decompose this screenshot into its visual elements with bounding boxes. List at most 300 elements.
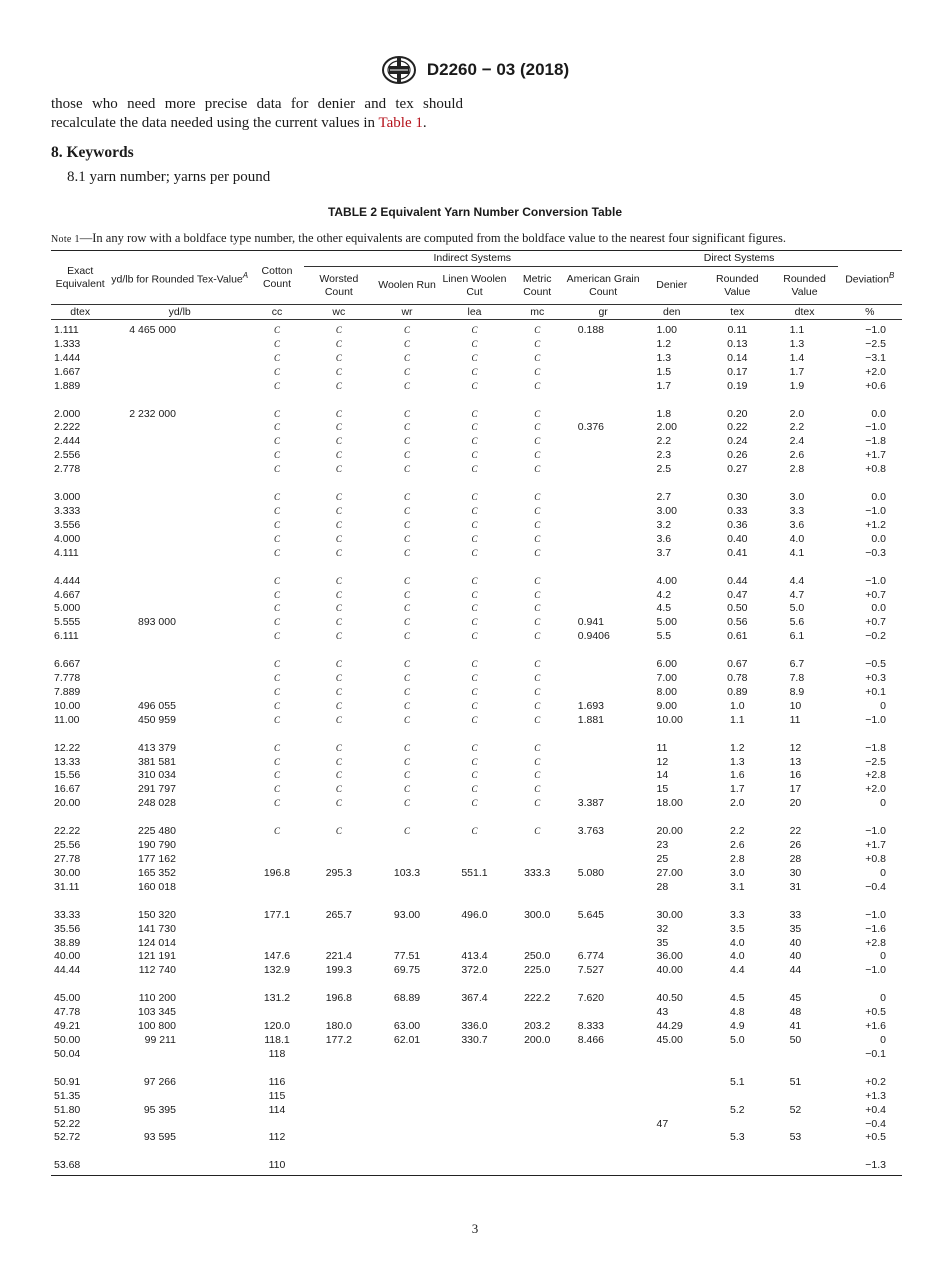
table-row [51, 923, 902, 937]
table-note [51, 231, 902, 246]
table-cell: 95 395 [143, 1103, 176, 1116]
table-row [51, 463, 902, 477]
table-cell: 112 740 [138, 964, 176, 977]
table-cell [109, 380, 250, 394]
table-cell: C [404, 673, 411, 684]
table-cell [374, 1006, 441, 1020]
table-cell: 10 [789, 699, 802, 712]
table-cell [374, 1062, 441, 1090]
table-row [51, 769, 902, 783]
table-cell: 69.75 [393, 964, 421, 977]
table-cell: 120.0 [263, 1020, 291, 1033]
table-cell: C [273, 659, 280, 670]
table-cell [374, 937, 441, 951]
table-cell [509, 853, 566, 867]
table-cell: 22.22 [54, 825, 81, 838]
table-cell: 3.0 [789, 491, 805, 504]
table-row [51, 602, 902, 616]
table-cell [304, 839, 374, 853]
table-cell: C [534, 575, 541, 586]
table-cell [304, 1131, 374, 1145]
table-cell [566, 644, 641, 672]
table-cell: C [335, 617, 342, 628]
table-cell [109, 421, 250, 435]
table-cell: C [273, 352, 280, 363]
table-cell: 110 200 [138, 992, 176, 1005]
table-cell: C [534, 519, 541, 530]
table-cell: C [471, 659, 478, 670]
table-cell [509, 1104, 566, 1118]
table-cell: 16.67 [54, 783, 81, 796]
table-cell: 33 [789, 908, 802, 921]
table-cell: 1.111 [54, 324, 79, 336]
table-cell: 2.00 [656, 421, 677, 434]
table-cell: 300.0 [524, 908, 551, 921]
table-cell: C [471, 505, 478, 516]
table-cell: 77.51 [393, 950, 421, 963]
table-cell: C [273, 492, 280, 503]
table-cell: 0.41 [727, 546, 748, 559]
table-cell: 295.3 [325, 866, 352, 879]
table-cell: 20.00 [656, 825, 683, 838]
col-header-dtex: Rounded Value [783, 272, 826, 298]
table-cell: 17 [789, 783, 802, 796]
table-cell [304, 1048, 374, 1062]
table-cell: 3.7 [656, 546, 672, 559]
table-cell: 1.333 [54, 337, 81, 350]
table-cell: 45.00 [54, 992, 81, 1005]
table-cell: 3.763 [577, 825, 605, 838]
table-cell: 2.2 [656, 435, 672, 448]
table-cell: 0 [880, 1033, 886, 1046]
table-cell [641, 1062, 704, 1090]
table-cell: C [273, 770, 280, 781]
table-row [51, 756, 902, 770]
table-cell: 5.6 [789, 616, 805, 629]
table-cell: 4.00 [656, 574, 677, 587]
table-cell: 4.444 [54, 574, 81, 587]
table-cell: 141 730 [138, 922, 176, 935]
table-cell: C [335, 338, 342, 349]
table-cell [109, 366, 250, 380]
table-cell: 114 [268, 1103, 286, 1116]
table-cell: 7.8 [789, 672, 805, 685]
table-cell: 47 [656, 1117, 669, 1130]
table-cell: C [471, 338, 478, 349]
table-cell: C [471, 422, 478, 433]
table-cell [440, 1118, 508, 1132]
page-header [0, 55, 950, 85]
table-cell [374, 923, 441, 937]
table-row [51, 547, 902, 561]
table-row [51, 352, 902, 366]
table-cell: 6.774 [577, 950, 605, 963]
table-cell: C [404, 338, 411, 349]
table-cell: C [273, 325, 280, 335]
table-row [51, 644, 902, 672]
table-cell: C [335, 686, 342, 697]
table-cell: C [534, 450, 541, 461]
table-cell [641, 1145, 704, 1175]
table-cell: 4.0 [729, 950, 745, 963]
table-cell [109, 435, 250, 449]
table-cell [566, 923, 641, 937]
table-cell: +0.5 [865, 1006, 886, 1019]
table-cell [374, 881, 441, 895]
table-cell [566, 1006, 641, 1020]
table-cell: 265.7 [325, 908, 352, 921]
row-group [51, 1145, 902, 1175]
table-cell: −3.1 [865, 351, 886, 364]
table-cell: C [273, 826, 280, 837]
table-cell: 47.78 [54, 1006, 81, 1019]
table-cell: C [273, 519, 280, 530]
table-cell [509, 923, 566, 937]
table-cell: 1.693 [577, 699, 605, 712]
table-row [51, 811, 902, 839]
col-header-deviation [838, 251, 902, 305]
table-cell: 4.5 [729, 992, 745, 1005]
table-cell [566, 505, 641, 519]
table-cell: C [404, 547, 411, 558]
table-row [51, 449, 902, 463]
table-cell [374, 1131, 441, 1145]
table-cell: 496.0 [461, 908, 488, 921]
table-cell: 13.33 [54, 755, 81, 768]
table-cell: C [404, 603, 411, 614]
table-cell [509, 1048, 566, 1062]
table-cell [566, 352, 641, 366]
table-cell: C [273, 436, 280, 447]
table-cell: C [534, 533, 541, 544]
table-cell: 16 [789, 769, 802, 782]
table-cell: C [471, 366, 478, 377]
table-cell: C [404, 505, 411, 516]
table-cell [509, 1062, 566, 1090]
intro-paragraph [51, 95, 463, 133]
table-cell: 0 [880, 797, 886, 810]
table-cell: 0.24 [727, 435, 748, 448]
table-cell: 30.00 [54, 866, 81, 879]
table-row [51, 978, 902, 1006]
table-cell: C [273, 464, 280, 475]
table-cell [566, 338, 641, 352]
table-cell: 2.7 [656, 491, 672, 504]
table-cell: 2.2 [729, 825, 745, 838]
table-cell: 1.1 [729, 713, 745, 726]
table-cell: 1.9 [789, 379, 805, 392]
table-cell: 51 [789, 1075, 802, 1088]
table-cell: C [273, 422, 280, 433]
table-cell: 222.2 [524, 992, 551, 1005]
table-cell: 5.3 [729, 1131, 745, 1144]
table-cell: 1.7 [789, 365, 805, 378]
table-cell: C [471, 589, 478, 600]
table-cell: 1.3 [656, 351, 672, 364]
table-cell: 4.0 [789, 532, 805, 545]
table-cell: −1.0 [865, 421, 886, 434]
note-label: Note 1 [51, 234, 80, 245]
table-cell: 12 [789, 741, 802, 754]
table-cell: 27.00 [656, 866, 683, 879]
table-cell: 32 [656, 922, 669, 935]
table-cell [440, 839, 508, 853]
table-cell: 6.7 [789, 658, 805, 671]
table-cell: 41 [789, 1020, 802, 1033]
table-cell [509, 1145, 566, 1175]
table-cell: C [335, 575, 342, 586]
table-cell [566, 589, 641, 603]
table-cell: 1.00 [656, 324, 677, 336]
col-header-deviation-text: Deviation [845, 273, 889, 286]
table-cell [109, 561, 250, 589]
table-cell [566, 519, 641, 533]
table-cell: +0.1 [865, 685, 886, 698]
table-cell [566, 1048, 641, 1062]
table-cell [509, 937, 566, 951]
table-cell [374, 1145, 441, 1175]
table-cell [374, 1104, 441, 1118]
table-cell: −0.5 [865, 658, 886, 671]
table-cell: C [335, 700, 342, 711]
table-cell: −1.6 [865, 922, 886, 935]
table-cell: 118 [268, 1047, 286, 1060]
unit-cell: lea [440, 305, 508, 320]
table-cell: 0 [880, 950, 886, 963]
table-cell: 203.2 [524, 1020, 551, 1033]
table-cell: C [404, 700, 411, 711]
table-cell: 225.0 [524, 964, 551, 977]
table-cell: C [273, 756, 280, 767]
table-cell: 4 465 000 [129, 324, 176, 336]
table-cell: 5.2 [729, 1103, 745, 1116]
table-cell: C [273, 742, 280, 753]
table-cell: 0.17 [727, 365, 748, 378]
table-cell: 10.00 [54, 699, 81, 712]
table-cell: C [534, 756, 541, 767]
table-cell: −0.4 [865, 1117, 886, 1130]
table-cell [374, 1048, 441, 1062]
table-cell: +0.4 [865, 1103, 886, 1116]
table-1-link[interactable]: Table 1 [378, 115, 423, 131]
table-cell: 0.14 [727, 351, 748, 364]
table-cell: −0.4 [865, 880, 886, 893]
table-cell: 52 [789, 1103, 802, 1116]
table-cell [772, 1118, 838, 1132]
table-row [51, 435, 902, 449]
table-cell [109, 686, 250, 700]
row-group [51, 477, 902, 561]
col-header-linen: Linen Woolen Cut [442, 272, 507, 298]
table-cell: C [534, 742, 541, 753]
table-cell: C [471, 617, 478, 628]
table-cell: −1.0 [865, 908, 886, 921]
col-header-denier: Denier [656, 279, 688, 291]
table-cell: +1.7 [865, 449, 886, 462]
table-cell: C [273, 617, 280, 628]
table-cell [509, 1090, 566, 1104]
table-cell: 45.00 [656, 1033, 683, 1046]
unit-cell: den [641, 305, 704, 320]
col-header-metric: Metric Count [522, 272, 552, 298]
table-cell: C [404, 533, 411, 544]
table-cell: 11 [789, 713, 801, 726]
table-cell [566, 602, 641, 616]
table-cell: 52.22 [54, 1117, 81, 1130]
table-cell: C [534, 366, 541, 377]
unit-cell: dtex [772, 305, 838, 320]
table-cell [109, 589, 250, 603]
table-cell: 132.9 [263, 964, 291, 977]
table-cell: 31.11 [54, 880, 80, 893]
table-cell: C [273, 714, 280, 725]
table-cell [304, 881, 374, 895]
table-row [51, 421, 902, 435]
table-cell: 7.620 [577, 992, 605, 1005]
table-cell: C [404, 380, 411, 391]
table-cell: C [335, 784, 342, 795]
table-cell [250, 881, 304, 895]
table-cell: C [335, 464, 342, 475]
table-cell: 0.47 [727, 588, 748, 601]
row-group [51, 811, 902, 895]
table-cell: 1.3 [789, 337, 805, 350]
table-row [51, 881, 902, 895]
table-cell: 2.0 [789, 407, 805, 420]
table-row [51, 867, 902, 881]
table-cell: 4.0 [729, 936, 745, 949]
table-cell: 36.00 [656, 950, 683, 963]
table-cell: 248 028 [138, 797, 176, 810]
note-text: —In any row with a boldface type number, the other equivalents are computed from the boldface value to the nearest four significant figures. [79, 231, 786, 245]
table-cell: C [534, 617, 541, 628]
table-cell: C [471, 714, 478, 725]
document-code: D2260 − 03 (2018) [426, 60, 570, 79]
table-cell: C [404, 798, 411, 809]
table-cell [440, 1048, 508, 1062]
table-cell: 160 018 [138, 880, 176, 893]
table-cell [566, 756, 641, 770]
table-cell: 196.8 [325, 992, 352, 1005]
unit-cell: % [838, 305, 902, 320]
table-cell: 11 [656, 741, 668, 754]
table-row [51, 338, 902, 352]
table-cell: +0.2 [865, 1075, 886, 1088]
table-cell: 7.00 [656, 672, 677, 685]
table-row [51, 797, 902, 811]
row-group [51, 561, 902, 645]
table-cell: 1.889 [54, 379, 81, 392]
table-cell [109, 1118, 250, 1132]
table-cell: 1.7 [729, 783, 745, 796]
table-cell: 63.00 [393, 1020, 421, 1033]
table-cell: C [273, 631, 280, 642]
table-cell: 52.72 [54, 1131, 81, 1144]
table-row [51, 728, 902, 756]
table-cell: 6.00 [656, 658, 677, 671]
table-cell: 48 [789, 1006, 802, 1019]
table-cell: 28 [789, 853, 802, 865]
table-cell: C [335, 631, 342, 642]
table-cell [109, 644, 250, 672]
table-cell: 53 [789, 1131, 802, 1144]
table-cell [566, 1104, 641, 1118]
table-cell: C [335, 505, 342, 516]
table-cell: 7.527 [577, 964, 605, 977]
table-cell: +1.2 [865, 518, 886, 531]
table-cell [374, 853, 441, 867]
table-cell: C [404, 742, 411, 753]
table-row [51, 1118, 902, 1132]
table-cell: C [335, 450, 342, 461]
table-cell: 40 [789, 950, 802, 963]
table-cell: C [534, 770, 541, 781]
table-cell: C [335, 380, 342, 391]
table-cell: 1.4 [789, 351, 805, 364]
table-cell: 30.00 [656, 908, 683, 921]
table-cell: +2.0 [865, 365, 886, 378]
table-cell: C [534, 589, 541, 600]
table-cell [109, 1090, 250, 1104]
table-cell: C [404, 436, 411, 447]
table-cell: 8.466 [577, 1033, 605, 1046]
table-cell: −2.5 [865, 755, 886, 768]
intro-end: . [422, 115, 427, 131]
table-cell: C [335, 826, 342, 837]
table-cell: C [335, 770, 342, 781]
table-cell: 3.3 [789, 504, 805, 517]
table-cell: C [335, 589, 342, 600]
table-cell: C [471, 756, 478, 767]
table-cell: −0.3 [865, 546, 886, 559]
col-header-grain: American Grain Count [566, 272, 640, 298]
table-cell: 3.556 [54, 518, 81, 531]
table-cell: 2.444 [54, 435, 81, 448]
table-cell: C [273, 380, 280, 391]
row-group [51, 728, 902, 812]
table-cell: 0.20 [727, 407, 748, 420]
table-cell: +0.5 [865, 1131, 886, 1144]
table-cell: C [471, 826, 478, 837]
table-cell [566, 783, 641, 797]
table-cell: 1.0 [729, 699, 745, 712]
row-group [51, 320, 902, 394]
table-cell: 0.0 [871, 532, 886, 545]
table-cell [703, 1048, 772, 1062]
footnote-a: A [242, 270, 249, 280]
table-cell [641, 1131, 704, 1145]
table-cell: C [534, 422, 541, 433]
table-cell: C [471, 673, 478, 684]
table-cell: 115 [268, 1089, 286, 1102]
table-cell [304, 853, 374, 867]
table-row [51, 533, 902, 547]
table-cell: C [335, 714, 342, 725]
table-cell: 5.645 [577, 908, 605, 921]
table-cell: C [404, 492, 411, 503]
table-cell: 25.56 [54, 839, 81, 852]
table-row [51, 700, 902, 714]
table-cell: C [404, 464, 411, 475]
unit-cell: yd/lb [109, 305, 250, 320]
table-cell: C [404, 366, 411, 377]
table-cell: 150 320 [138, 908, 176, 921]
table-cell: 50.00 [54, 1033, 81, 1046]
table-cell: 44.44 [54, 964, 81, 977]
table-cell [304, 923, 374, 937]
table-cell: C [335, 519, 342, 530]
table-row [51, 519, 902, 533]
